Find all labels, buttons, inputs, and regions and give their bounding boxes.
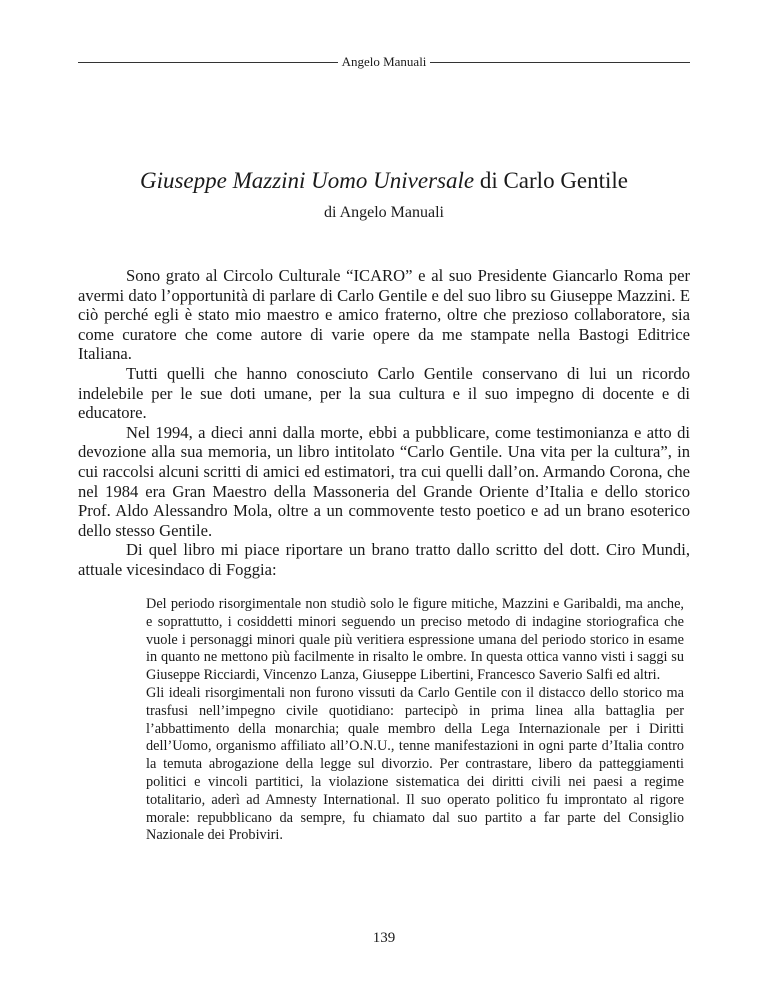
quote-paragraph: Gli ideali risorgimentali non furono vissuti da Carlo Gentile con il distacco dello storico ma trasfusi nell’impegno civile quotidiano: partecipò in prima linea alla battaglia per l’abbattimento della monarchia; quale membro della Lega Internazionale per i Diritti dell’Uomo, organismo affiliato all’O.N.U., tenne manifestazioni in ogni parte d’Italia contro la temuta abrogazione della legge sul divorzio. Per contrastare, libero da patteggiamenti politici e vincoli partitici, la violazione sistematica dei diritti civili nei paesi a regime totalitario, aderì ad Amnesty International. Il suo operato politico fu improntato al rigore morale: repubblicano da sempre, fu chiamato dal suo partito a far parte del Consiglio Nazionale dei Probiviri. xyxy=(146,684,684,844)
article-title-italic: Giuseppe Mazzini Uomo Universale xyxy=(139,168,475,193)
article-title xyxy=(0,166,768,196)
quote-paragraph: Del periodo risorgimentale non studiò solo le figure mitiche, Mazzini e Garibaldi, ma anche, e soprattutto, i cosiddetti minori seguendo un preciso metodo di indagine storiografica che vuole i personaggi minori quale più veritiera espressione umana del periodo storico in esame in quanto ne mettono più facilmente in risalto le ombre. In questa ottica vanno visti i saggi su Giuseppe Ricciardi, Vincenzo Lanza, Giuseppe Libertini, Francesco Saverio Salfi ed altri. xyxy=(146,596,684,684)
header-rule-right xyxy=(430,62,690,63)
article-byline: di Angelo Manuali xyxy=(324,204,444,221)
article-body xyxy=(78,266,690,580)
paragraph: Di quel libro mi piace riportare un brano tratto dallo scritto del dott. Ciro Mundi, attuale vicesindaco di Foggia: xyxy=(78,540,690,579)
page-number: 139 xyxy=(372,930,396,946)
block-quote xyxy=(146,596,684,845)
article-title-rest: di Carlo Gentile xyxy=(474,168,629,193)
header-rule-left xyxy=(78,62,338,63)
paragraph: Sono grato al Circolo Culturale “ICARO” e al suo Presidente Giancarlo Roma per avermi dato l’opportunità di parlare di Carlo Gentile e del suo libro su Giuseppe Mazzini. E ciò perché egli è stato mio maestro e amico fraterno, oltre che prezioso collaboratore, sia come curatore che come autore di varie opere da me stampate nella Bastogi Editrice Italiana. xyxy=(78,266,690,364)
paragraph: Nel 1994, a dieci anni dalla morte, ebbi a pubblicare, come testimonianza e atto di devozione alla sua memoria, un libro intitolato “Carlo Gentile. Una vita per la cultura”, in cui raccolsi alcuni scritti di amici ed estimatori, tra cui quelli dall’on. Armando Corona, che nel 1984 era Gran Maestro della Massoneria del Grande Oriente d’Italia e dello storico Prof. Aldo Alessandro Mola, oltre a un commovente testo poetico e ad un brano esoterico dello stesso Gentile. xyxy=(78,422,690,540)
running-header xyxy=(78,52,690,72)
paragraph: Tutti quelli che hanno conosciuto Carlo Gentile conservano di lui un ricordo indelebile per le sue doti umane, per la sua cultura e il suo impegno di docente e di educatore. xyxy=(78,363,690,423)
running-title: Angelo Manuali xyxy=(341,54,427,69)
